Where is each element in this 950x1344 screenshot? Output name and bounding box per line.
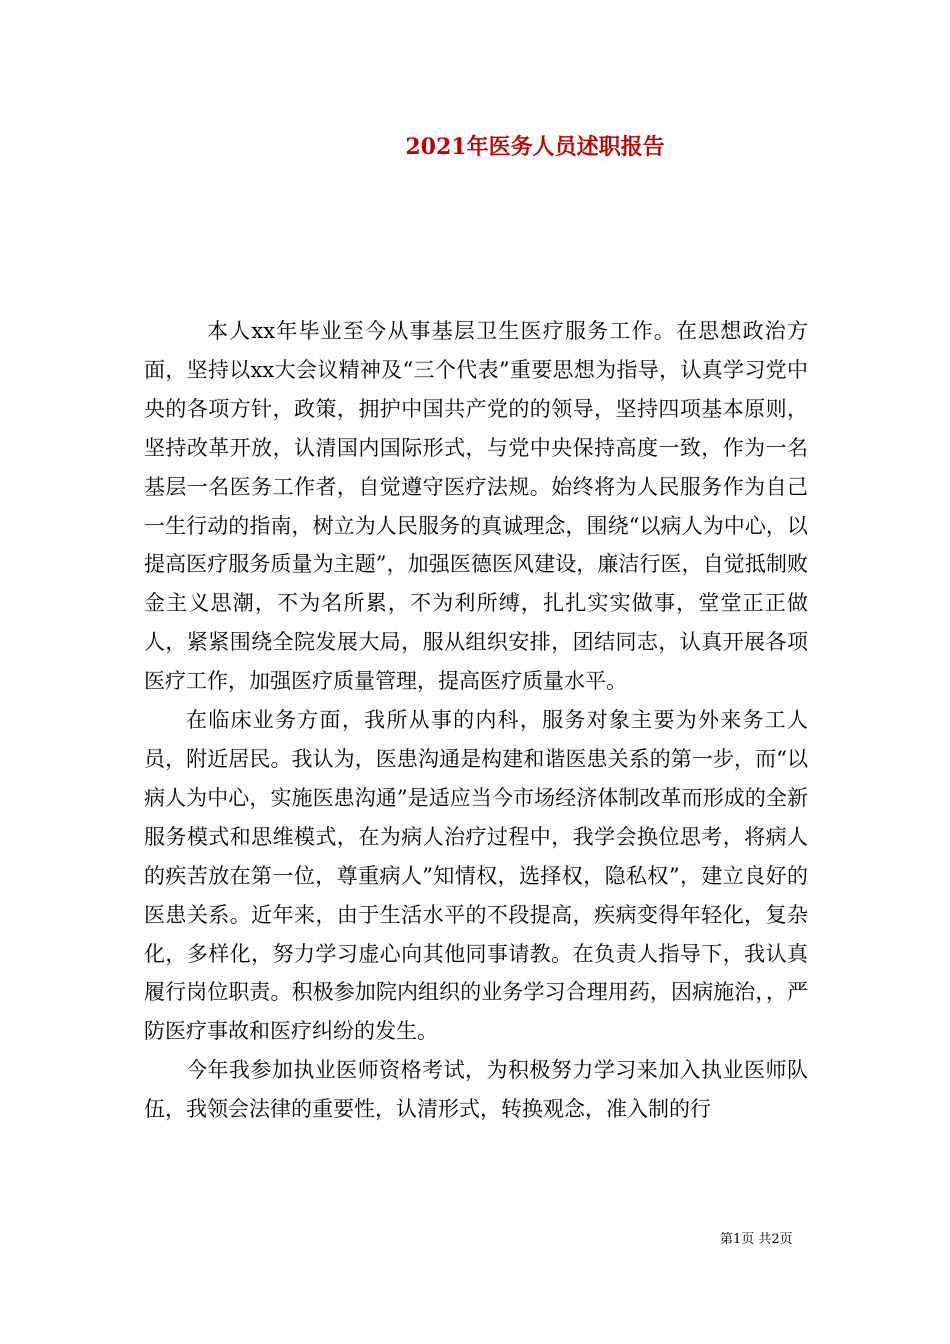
document-title: 2021年医务人员述职报告 (405, 134, 665, 160)
page-number: 第1页 共2页 (720, 1232, 793, 1247)
paragraph-2: 在临床业务方面，我所从事的内科，服务对象主要为外来务工人员，附近居民。我认为，医患沟通是构建和谐医患关系的第一步，而“以病人为中心，实施医患沟通”是适应当今市场经济体制改革而形成的全新服务模式和思维模式，在为病人治疗过程中，我学会换位思考，将病人的疾苦放在第一位，尊重病人”知情权，选择权，隐私权”，建立良好的医患关系。近年来，由于生活水平的不段提高，疾病变得年轻化，复杂化，多样化，努力学习虚心向其他同事请教。在负责人指导下，我认真履行岗位职责。积极参加院内组织的业务学习合理用药，因病施治，，严防医疗事故和医疗纠纷的发生。 (144, 708, 808, 1044)
document-body (144, 312, 808, 1129)
paragraph-3: 今年我参加执业医师资格考试，为积极努力学习来加入执业医师队伍，我领会法律的重要性，认清形式，转换观念，准入制的行 (144, 1058, 808, 1122)
paragraph-1: 本人xx年毕业至今从事基层卫生医疗服务工作。在思想政治方面，坚持以xx大会议精神及“三个代表”重要思想为指导，认真学习党中央的各项方针，政策，拥护中国共产党的的领导，坚持四项基本原则，坚持改革开放，认清国内国际形式，与党中央保持高度一致，作为一名基层一名医务工作者，自觉遵守医疗法规。始终将为人民服务作为自己一生行动的指南，树立为人民服务的真诚理念，围绕“以病人为中心，以提高医疗服务质量为主题”，加强医德医风建设，廉洁行医，自觉抵制败金主义思潮，不为名所累，不为利所缚，扎扎实实做事，堂堂正正做人，紧紧围绕全院发展大局，服从组织安排，团结同志，认真开展各项医疗工作，加强医疗质量管理，提高医疗质量水平。 (144, 319, 808, 694)
